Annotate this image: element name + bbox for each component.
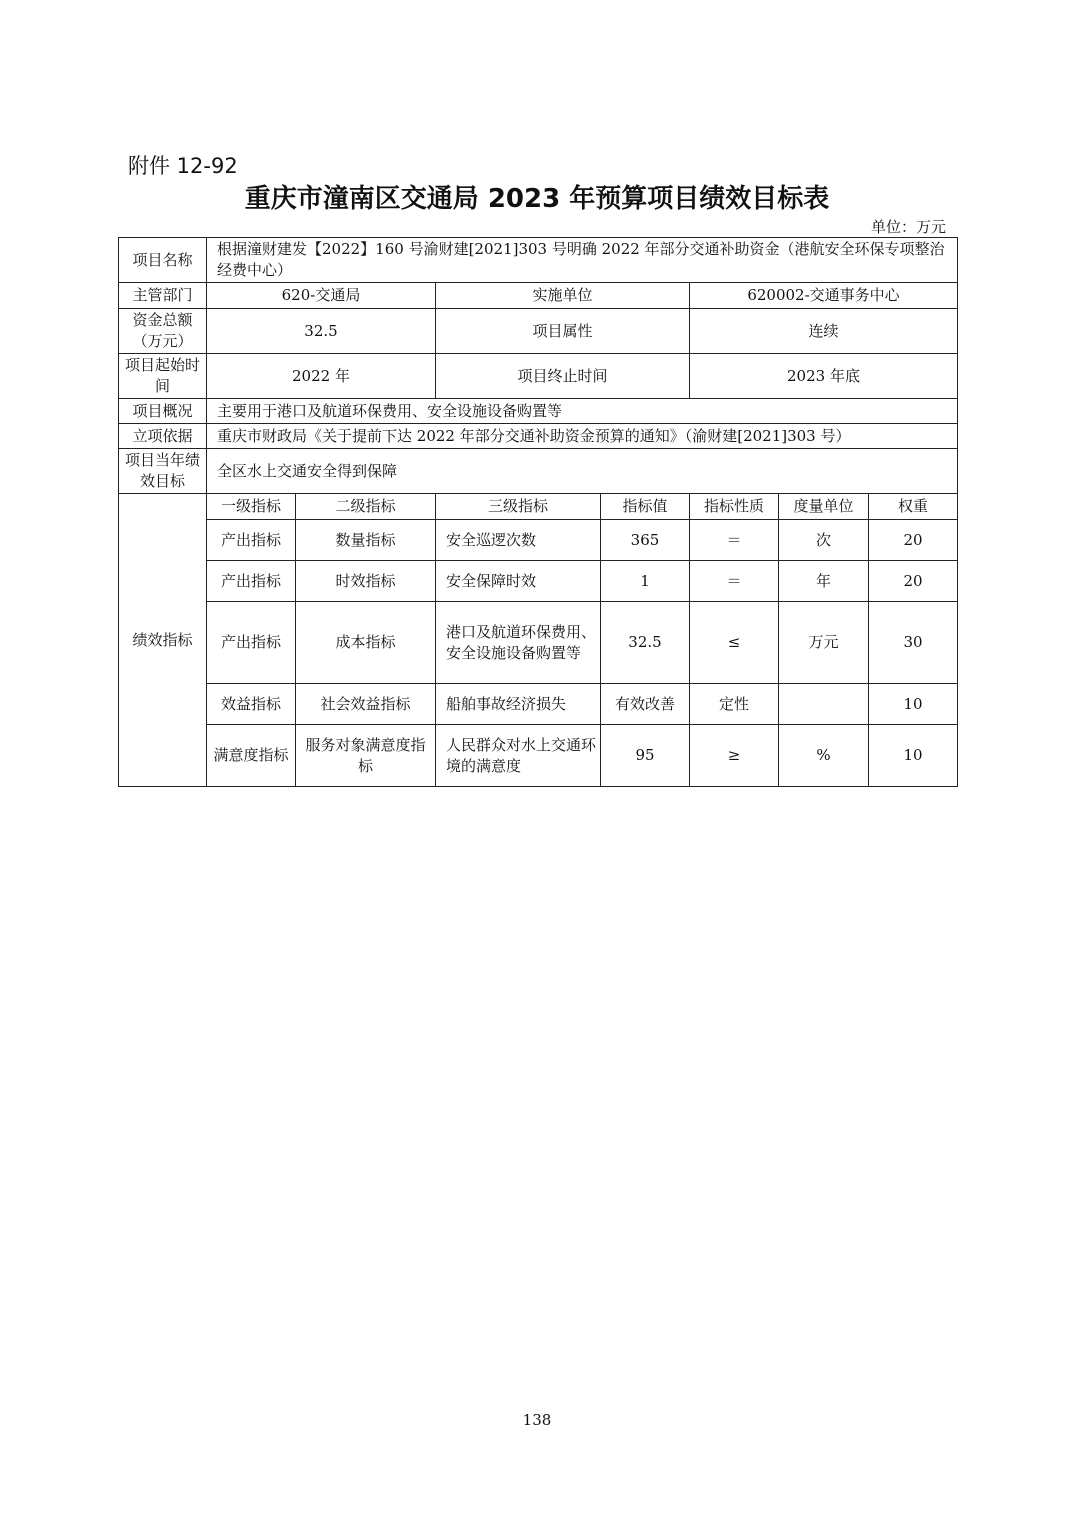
- level1-cell: 产出指标: [207, 602, 296, 684]
- annex-number: 附件 12-92: [128, 154, 238, 178]
- header-value: 指标值: [601, 494, 690, 520]
- level2-cell: 数量指标: [296, 520, 436, 561]
- value-cell: 32.5: [601, 602, 690, 684]
- level3-cell: 安全保障时效: [436, 561, 601, 602]
- fund-label: 资金总额（万元）: [119, 309, 207, 354]
- performance-target-table: [118, 237, 958, 787]
- overview-value: 主要用于港口及航道环保费用、安全设施设备购置等: [207, 399, 958, 424]
- page-number: 138: [522, 1411, 552, 1429]
- unit-cell: %: [779, 725, 869, 787]
- period-row: [119, 354, 958, 399]
- nature-cell: ＝: [690, 561, 779, 602]
- basis-value: 重庆市财政局《关于提前下达 2022 年部分交通补助资金预算的通知》（渝财建[2021]303 号）: [207, 424, 958, 449]
- unit-cell: 万元: [779, 602, 869, 684]
- unit-cell: 次: [779, 520, 869, 561]
- impl-label: 实施单位: [436, 283, 690, 309]
- nature-cell: 定性: [690, 684, 779, 725]
- header-level3: 三级指标: [436, 494, 601, 520]
- fund-row: [119, 309, 958, 354]
- level3-cell: 安全巡逻次数: [436, 520, 601, 561]
- level2-cell: 时效指标: [296, 561, 436, 602]
- level1-cell: 满意度指标: [207, 725, 296, 787]
- header-unit: 度量单位: [779, 494, 869, 520]
- level3-cell: 船舶事故经济损失: [436, 684, 601, 725]
- indicators-section-label: 绩效指标: [119, 494, 207, 787]
- table-row: [119, 520, 958, 561]
- document-title: 重庆市潼南区交通局 2023 年预算项目绩效目标表: [244, 184, 830, 214]
- weight-cell: 20: [869, 561, 958, 602]
- department-row: [119, 283, 958, 309]
- table-row: [119, 561, 958, 602]
- header-level2: 二级指标: [296, 494, 436, 520]
- project-name-value: 根据潼财建发【2022】160 号渝财建[2021]303 号明确 2022 年部分交通补助资金（港航安全环保专项整治经费中心）: [207, 238, 958, 283]
- goal-row: [119, 449, 958, 494]
- weight-cell: 20: [869, 520, 958, 561]
- start-value: 2022 年: [207, 354, 436, 399]
- project-name-row: [119, 238, 958, 283]
- level3-cell: 人民群众对水上交通环境的满意度: [436, 725, 601, 787]
- weight-cell: 10: [869, 684, 958, 725]
- table-row: [119, 602, 958, 684]
- header-level1: 一级指标: [207, 494, 296, 520]
- overview-row: [119, 399, 958, 424]
- value-cell: 95: [601, 725, 690, 787]
- goal-label: 项目当年绩效目标: [119, 449, 207, 494]
- dept-value: 620-交通局: [207, 283, 436, 309]
- header-nature: 指标性质: [690, 494, 779, 520]
- unit-cell: 年: [779, 561, 869, 602]
- unit-cell: [779, 684, 869, 725]
- level2-cell: 成本指标: [296, 602, 436, 684]
- project-name-label: 项目名称: [119, 238, 207, 283]
- table-row: [119, 725, 958, 787]
- weight-cell: 30: [869, 602, 958, 684]
- start-label: 项目起始时间: [119, 354, 207, 399]
- level3-cell: 港口及航道环保费用、安全设施设备购置等: [436, 602, 601, 684]
- end-label: 项目终止时间: [436, 354, 690, 399]
- overview-label: 项目概况: [119, 399, 207, 424]
- value-cell: 1: [601, 561, 690, 602]
- basis-label: 立项依据: [119, 424, 207, 449]
- dept-label: 主管部门: [119, 283, 207, 309]
- level2-cell: 社会效益指标: [296, 684, 436, 725]
- indicator-header-row: [119, 494, 958, 520]
- attr-value: 连续: [690, 309, 958, 354]
- nature-cell: ＝: [690, 520, 779, 561]
- level1-cell: 产出指标: [207, 520, 296, 561]
- header-weight: 权重: [869, 494, 958, 520]
- unit-note: 单位：万元: [870, 218, 946, 236]
- fund-value: 32.5: [207, 309, 436, 354]
- basis-row: [119, 424, 958, 449]
- nature-cell: ≥: [690, 725, 779, 787]
- value-cell: 365: [601, 520, 690, 561]
- end-value: 2023 年底: [690, 354, 958, 399]
- goal-value: 全区水上交通安全得到保障: [207, 449, 958, 494]
- weight-cell: 10: [869, 725, 958, 787]
- level2-cell: 服务对象满意度指标: [296, 725, 436, 787]
- level1-cell: 效益指标: [207, 684, 296, 725]
- level1-cell: 产出指标: [207, 561, 296, 602]
- table-row: [119, 684, 958, 725]
- nature-cell: ≤: [690, 602, 779, 684]
- attr-label: 项目属性: [436, 309, 690, 354]
- impl-value: 620002-交通事务中心: [690, 283, 958, 309]
- value-cell: 有效改善: [601, 684, 690, 725]
